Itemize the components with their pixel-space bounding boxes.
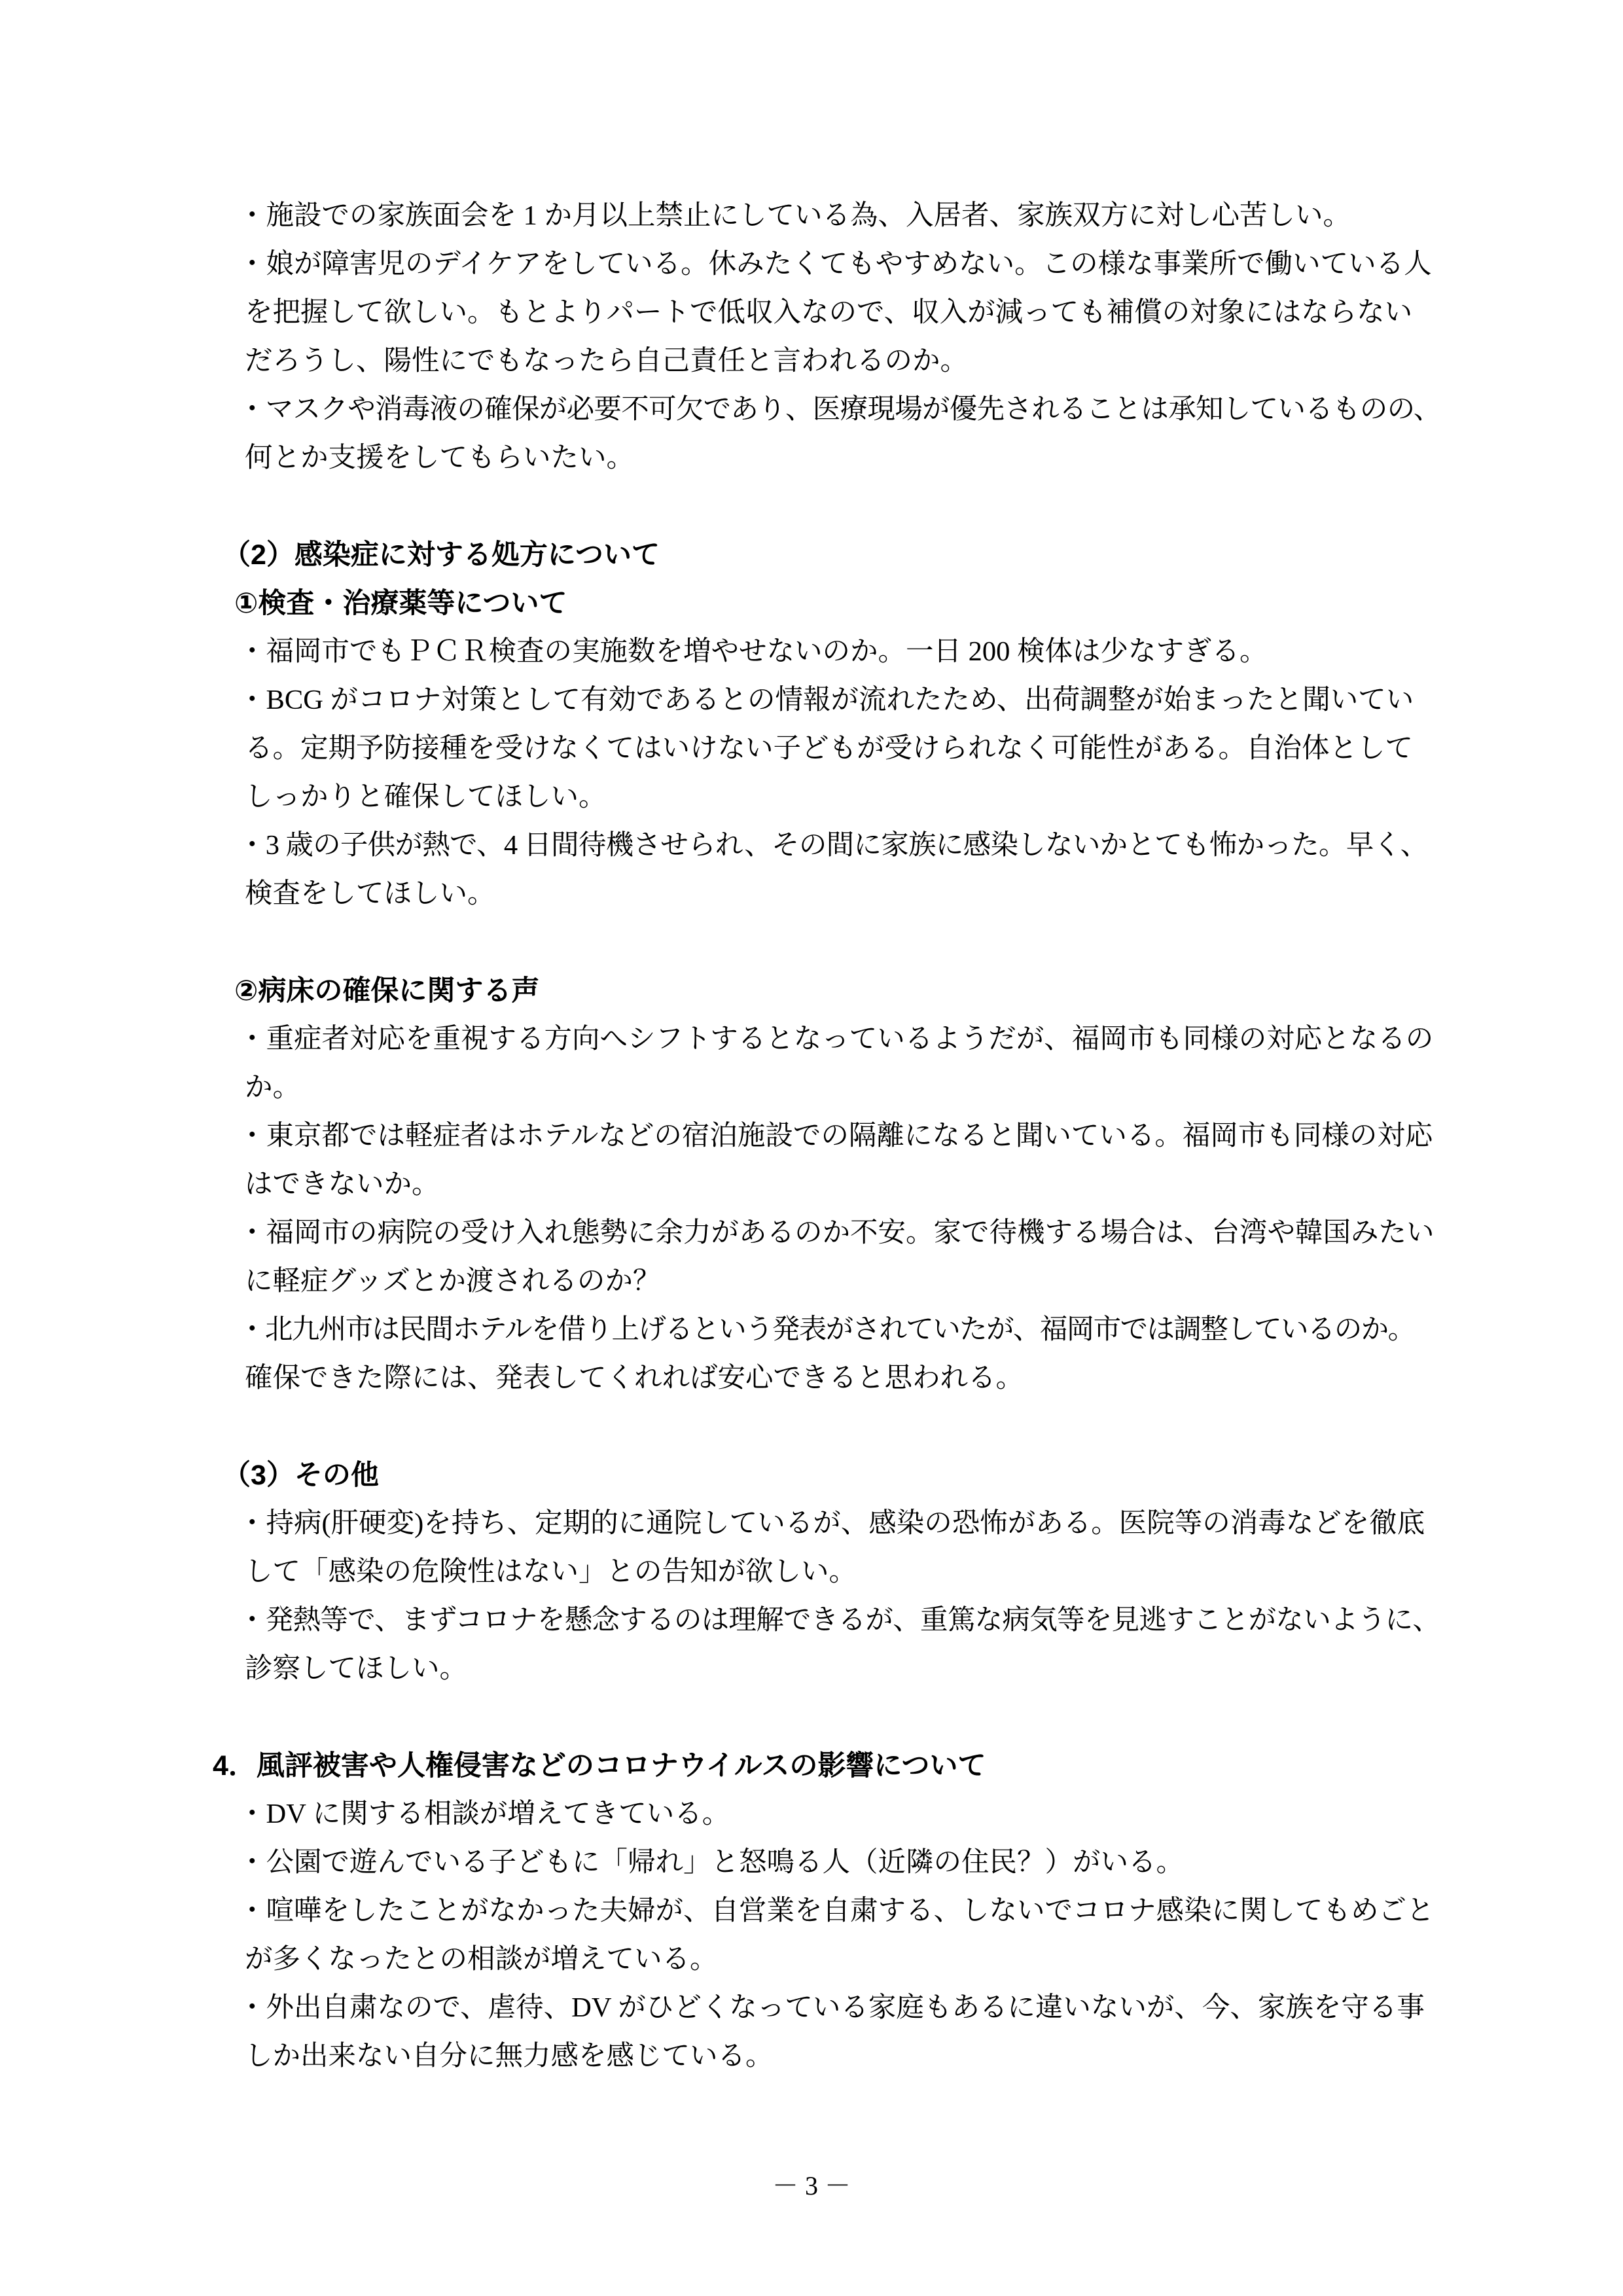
bullet-continuation-line: だろうし、陽性にでもなったら自己責任と言われるのか。 <box>245 346 969 376</box>
bullet-continuation-line: に軽症グッズとか渡されるのか？ <box>245 1266 661 1297</box>
blank-line <box>0 482 1623 531</box>
blank-line <box>0 1693 1623 1742</box>
bullet-continuation-line: 検査をしてほしい。 <box>245 878 495 909</box>
bullet-line: ・発熱等で、まずコロナを懸念するのは理解できるが、重篤な病気等を見逃すことがないように、 <box>238 1605 1440 1636</box>
section-heading: （2）感染症に対する処方について <box>223 539 660 571</box>
bullet-continuation-line: しっかりと確保してほしい。 <box>245 781 607 812</box>
bullet-line: ・DV に関する相談が増えてきている。 <box>238 1799 730 1829</box>
subsection-heading: ①検査・治療薬等について <box>234 588 567 619</box>
bullet-line: ・外出自粛なので、虐待、DV がひどくなっている家庭もあるに違いないが、今、家族を守る事 <box>238 1992 1425 2023</box>
bullet-line: ・持病(肝硬変)を持ち、定期的に通院しているが、感染の恐怖がある。医院等の消毒などを徹底 <box>238 1508 1425 1539</box>
bullet-continuation-line: 確保できた際には、発表してくれれば安心できると思われる。 <box>245 1363 1024 1393</box>
page-number: － 3 － <box>772 2171 851 2200</box>
bullet-line: ・BCG がコロナ対策として有効であるとの情報が流れたため、出荷調整が始まったと聞いてい <box>238 685 1414 715</box>
bullet-line: ・マスクや消毒液の確保が必要不可欠であり、医療現場が優先されることは承知しているものの、 <box>238 394 1441 425</box>
bullet-continuation-line: を把握して欲しい。もとよりパートで低収入なので、収入が減っても補償の対象にはならない <box>245 297 1413 328</box>
bullet-line: ・公園で遊んでいる子どもに「帰れ」と怒鳴る人（近隣の住民？）がいる。 <box>238 1847 1185 1878</box>
bullet-continuation-line: しか出来ない自分に無力感を感じている。 <box>245 2041 774 2072</box>
bullet-line: ・北九州市は民間ホテルを借り上げるという発表がされていたが、福岡市では調整しているのか。 <box>238 1314 1415 1345</box>
chapter-heading: 4．風評被害や人権侵害などのコロナウイルスの影響について <box>213 1750 986 1782</box>
blank-line <box>0 918 1623 967</box>
subsection-heading: ②病床の確保に関する声 <box>234 975 540 1007</box>
bullet-continuation-line: か。 <box>245 1072 301 1103</box>
bullet-line: ・施設での家族面会を 1 か月以上禁止にしている為、入居者、家族双方に対し心苦しい。 <box>238 200 1351 231</box>
bullet-line: ・東京都では軽症者はホテルなどの宿泊施設での隔離になると聞いている。福岡市も同様の対応 <box>238 1121 1433 1151</box>
bullet-line: ・喧嘩をしたことがなかった夫婦が、自営業を自粛する、しないでコロナ感染に関してもめごと <box>238 1895 1435 1926</box>
bullet-line: ・福岡市の病院の受け入れ態勢に余力があるのか不安。家で待機する場合は、台湾や韓国みたい <box>238 1217 1435 1248</box>
bullet-continuation-line: る。定期予防接種を受けなくてはいけない子どもが受けられなく可能性がある。自治体として <box>245 733 1414 764</box>
bullet-continuation-line: はできないか。 <box>245 1169 440 1200</box>
bullet-continuation-line: 診察してほしい。 <box>245 1653 468 1684</box>
bullet-line: ・娘が障害児のデイケアをしている。休みたくてもやすめない。この様な事業所で働いている人 <box>238 249 1432 279</box>
bullet-continuation-line: 何とか支援をしてもらいたい。 <box>245 442 635 473</box>
bullet-line: ・重症者対応を重視する方向へシフトするとなっているようだが、福岡市も同様の対応となるの <box>238 1024 1434 1054</box>
section-heading: （3）その他 <box>223 1460 379 1491</box>
bullet-continuation-line: して「感染の危険性はない」との告知が欲しい。 <box>245 1556 857 1587</box>
blank-line <box>0 1403 1623 1451</box>
bullet-line: ・3 歳の子供が熱で、4 日間待機させられ、その間に家族に感染しないかとても怖かった。早く、 <box>238 830 1428 861</box>
bullet-line: ・福岡市でもＰＣＲ検査の実施数を増やせないのか。一日 200 検体は少なすぎる。 <box>238 636 1268 667</box>
bullet-continuation-line: が多くなったとの相談が増えている。 <box>245 1944 718 1975</box>
